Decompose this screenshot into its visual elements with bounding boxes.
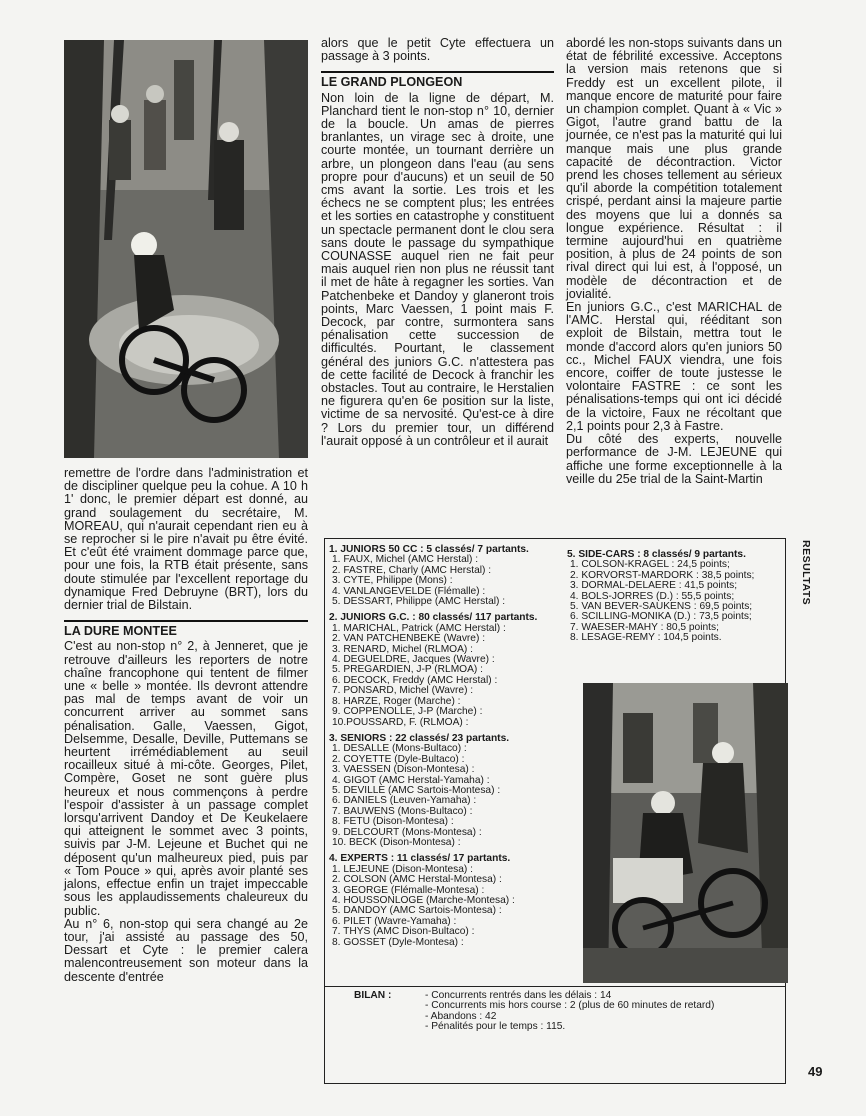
results-entry: 5. VAN BEVER-SAUKENS : 69,5 points; (570, 601, 753, 613)
results-category-heading: 2. JUNIORS G.C. : 80 classés/ 117 partants. (329, 612, 538, 624)
results-entry: 8. HARZE, Roger (Marche) : (332, 695, 461, 707)
results-entry: 3. DORMAL-DELAERE : 41,5 points; (570, 580, 738, 592)
results-side-label (800, 540, 814, 660)
results-entry: 3. RENARD, Michel (RLMOA) : (332, 643, 473, 655)
results-entry: 6. SCILLING-MONIKA (D.) : 73,5 points; (570, 611, 752, 623)
photo-sidecar-forest-image (583, 683, 788, 983)
results-entry: 9. COPPENOLLE, J-P (Marche) : (332, 706, 483, 718)
results-entry: 5. DESSART, Philippe (AMC Herstal) : (332, 596, 506, 608)
results-entry: 9. DELCOURT (Mons-Montesa) : (332, 826, 482, 838)
results-entry: 4. DEGUELDRE, Jacques (Wavre) : (332, 654, 495, 666)
results-entry: 2. VAN PATCHENBEKE (Wavre) : (332, 633, 486, 645)
photo-sidecar-forest (583, 683, 788, 983)
bilan-line: - Abandons : 42 (425, 1010, 497, 1022)
results-entry: 10.POUSSARD, F. (RLMOA) : (332, 716, 469, 728)
article-column-2 (321, 37, 554, 448)
bilan-label: BILAN : (354, 990, 392, 1001)
results-entry: 6. PILET (Wavre-Yamaha) : (332, 915, 457, 927)
article-column-1 (64, 467, 308, 984)
results-entry: 7. WAESER-MAHY : 80,5 points; (570, 621, 719, 633)
bilan-line: - Concurrents mis hors course : 2 (plus de 60 minutes de retard) (425, 1000, 715, 1012)
results-category-heading: 3. SENIORS : 22 classés/ 23 partants. (329, 732, 510, 744)
results-entry: 3. GEORGE (Flémalle-Montesa) : (332, 884, 485, 896)
col2-paragraph-1: alors que le petit Cyte effectuera un passage à 3 points. (321, 36, 554, 64)
results-entry: 7. PONSARD, Michel (Wavre) : (332, 685, 474, 697)
results-entry: 3. CYTE, Philippe (Mons) : (332, 575, 453, 587)
results-entry: 6. DANIELS (Leuven-Yamaha) : (332, 795, 477, 807)
results-entry: 2. COLSON (AMC Herstal-Montesa) : (332, 874, 502, 886)
col1-paragraph-1: remettre de l'ordre dans l'administration et de discipliner quelque peu la cohue. A 10 h 1' donc, le premier départ est donné, au grand soulagement du secrétaire, M. MOREAU, qui n'aurait cependant rien eu à se reprocher si le pire n'avait pu être évité. Et c'eût été vraiment dommage parce que, pour une fois, la RTB était présente, sans doute stimulée par l'excellent reportage du dynamique Fred Debruyne (BRT), lors du dernier trial de Bilstain. (64, 466, 308, 613)
results-entry: 1. MARICHAL, Patrick (AMC Herstal) : (332, 622, 506, 634)
photo-trial-rider-stream (64, 40, 308, 458)
page-number: 49 (808, 1064, 823, 1079)
results-entry: 1. COLSON-KRAGEL : 24,5 points; (570, 559, 730, 571)
results-right-column (567, 550, 792, 644)
results-entry: 4. BOLS-JORRES (D.) : 55,5 points; (570, 590, 735, 602)
results-entry: 7. THYS (AMC Dison-Bultaco) : (332, 926, 475, 938)
results-entry: 3. VAESSEN (Dison-Montesa) : (332, 764, 475, 776)
results-category-heading: 4. EXPERTS : 11 classés/ 17 partants. (329, 853, 511, 865)
results-entry: 4. VANLANGEVELDE (Flémalle) : (332, 585, 486, 597)
results-entry: 5. DANDOY (AMC Sartois-Montesa) : (332, 905, 502, 917)
heading-la-dure-montee: LA DURE MONTEE (64, 620, 308, 638)
results-entry: 2. FASTRE, Charly (AMC Herstal) : (332, 564, 492, 576)
results-entry: 2. KORVORST-MARDORK : 38,5 points; (570, 569, 755, 581)
col2-paragraph-2: Non loin de la ligne de départ, M. Planchard tient le non-stop n° 10, dernier de la boucle. Un amas de pierres branlantes, un virage sec à droite, une courte montée, un tournant derrière un arbre, un plongeon dans l'eau (au sens propre pour d'aucuns) et un seuil de 50 cms avant la sortie. Les trois et les échecs ne se comptent plus; les entrées et les sorties en catastrophe y constituent un spectacle permanent dont le clou sera sans doute le passage du sympathique COUNASSE auquel rien ne fait peur mais auquel rien non plus ne réussit tant il met de hâte à regagner les sorties. Van Patchenbeke et Dandoy y glaneront trois points, Marc Vaessen, 1 point mais F. Decock, par contre, surmontera sans pénalisation cette succession de difficultés. Pourtant, le classement général des juniors G.C. n'attestera pas de cette facilité de Decock à franchir les obstacles. Tout au contraire, le Herstalien ne figurera qu'en 6e position sur la liste, victime de sa nervosité. Qu'est-ce à dire ? Lors du premier tour, un différend l'aurait opposé à un contrôleur et il aurait (321, 90, 554, 448)
results-bilan-box (324, 985, 786, 1084)
photo-trial-rider-stream-image (64, 40, 308, 458)
results-entry: 8. FETU (Dison-Montesa) : (332, 816, 454, 828)
results-entry: 10. BECK (Dison-Montesa) : (332, 836, 461, 848)
results-entry: 8. LESAGE-REMY : 104,5 points. (570, 632, 722, 644)
heading-le-grand-plongeon: LE GRAND PLONGEON (321, 71, 554, 89)
col1-paragraph-3: Au n° 6, non-stop qui sera changé au 2e tour, j'ai assisté au passage des 50, Dessart et Cyte : le premier calera malencontreusement son moteur dans la descente d'entrée (64, 916, 308, 984)
bilan-line: - Concurrents rentrés dans les délais : 14 (425, 990, 612, 1001)
results-entry: 1. FAUX, Michel (AMC Herstal) : (332, 554, 479, 566)
bilan-line: - Pénalités pour le temps : 115. (425, 1021, 566, 1033)
article-column-3 (566, 37, 782, 486)
results-entry: 1. DESALLE (Mons-Bultaco) : (332, 743, 467, 755)
results-entry: 7. BAUWENS (Mons-Bultaco) : (332, 805, 473, 817)
col1-paragraph-2: C'est au non-stop n° 2, à Jenneret, que je retrouve d'ailleurs les reporters de notre chaîne francophone qui tentent de filmer une « belle » montée. Ils devront attendre pas mal de temps avant de voir un concurrent arriver au sommet sans pénalisation. Galle, Vaessen, Gigot, Delsemme, Desalle, Deville, Puttemans se heurtent irrémédiablement au seuil rocailleux situé à mi-côte. Georges, Pilet, Compère, Goset ne sont guère plus heureux et nous commençons à perdre l'espoir d'assister à un passage complet lorsqu'arrivent Dandoy et De Keukelaere qui atteignent le sommet avec 3 points, suivis par J-M. Lejeune et Buchet qui ne déposent qu'un malheureux pied, puis par « Tom Pouce » qui, après avoir planté ses jalons, effectue enfin un trajet impeccable sous les applaudissements chaleureux du public. (64, 639, 308, 918)
bilan-lines (425, 991, 825, 1033)
results-entry: 4. HOUSSONLOGE (Marche-Montesa) : (332, 895, 515, 906)
col3-paragraph-1: abordé les non-stops suivants dans un état de fébrilité excessive. Acceptons la version mais retenons que si Freddy est un excellent pilote, il manque encore de maturité pour faire un champion complet. Quant à « Vic » Gigot, l'autre grand battu de la journée, ce n'est pas la maturité qui lui manque mais une plus grande capacité de décontraction. Victor prend les choses tellement au sérieux qu'il aborde la compétition totalement crispé, perdant ainsi la majeure partie des moyens que lui a donnés sa longue expérience. Résultat : il termine aujourd'hui en quatrième position, à plus de 24 points de son rival direct qui lui est, à l'opposé, un modèle de décontraction et de jovialité. (566, 36, 782, 301)
results-entry: 6. DECOCK, Freddy (AMC Herstal) : (332, 674, 498, 686)
results-category-heading: 1. JUNIORS 50 CC : 5 classés/ 7 partants. (329, 544, 529, 555)
results-entry: 5. PREGARDIEN, J-P (RLMOA) : (332, 664, 483, 676)
results-category-heading: 5. SIDE-CARS : 8 classés/ 9 partants. (567, 549, 746, 560)
results-entry: 8. GOSSET (Dyle-Montesa) : (332, 936, 464, 948)
results-entry: 2. COYETTE (Dyle-Bultaco) : (332, 753, 465, 765)
results-entry: 4. GIGOT (AMC Herstal-Yamaha) : (332, 774, 490, 786)
results-entry: 5. DEVILLE (AMC Sartois-Montesa) : (332, 784, 501, 796)
col3-paragraph-2: En juniors G.C., c'est MARICHAL de l'AMC. Herstal qui, rééditant son exploit de Bilstain, mettra tout le monde d'accord alors qu'en juniors 50 cc., Michel FAUX viendra, une fois encore, coiffer de toute justesse le volontaire FASTRE : ce sont les pénalisations-temps qui ont ici décidé de la victoire, Faux ne récoltant que 2,1 points pour 2,3 à Fastre. (566, 300, 782, 433)
results-side-label-text: RESULTATS (800, 540, 812, 606)
results-entry: 1. LEJEUNE (Dison-Montesa) : (332, 863, 473, 875)
results-left-column (329, 545, 579, 948)
col3-paragraph-3: Du côté des experts, nouvelle performance de J-M. LEJEUNE qui affiche une forme exceptionnelle à la veille du 25e trial de la Saint-Martin (566, 432, 782, 486)
